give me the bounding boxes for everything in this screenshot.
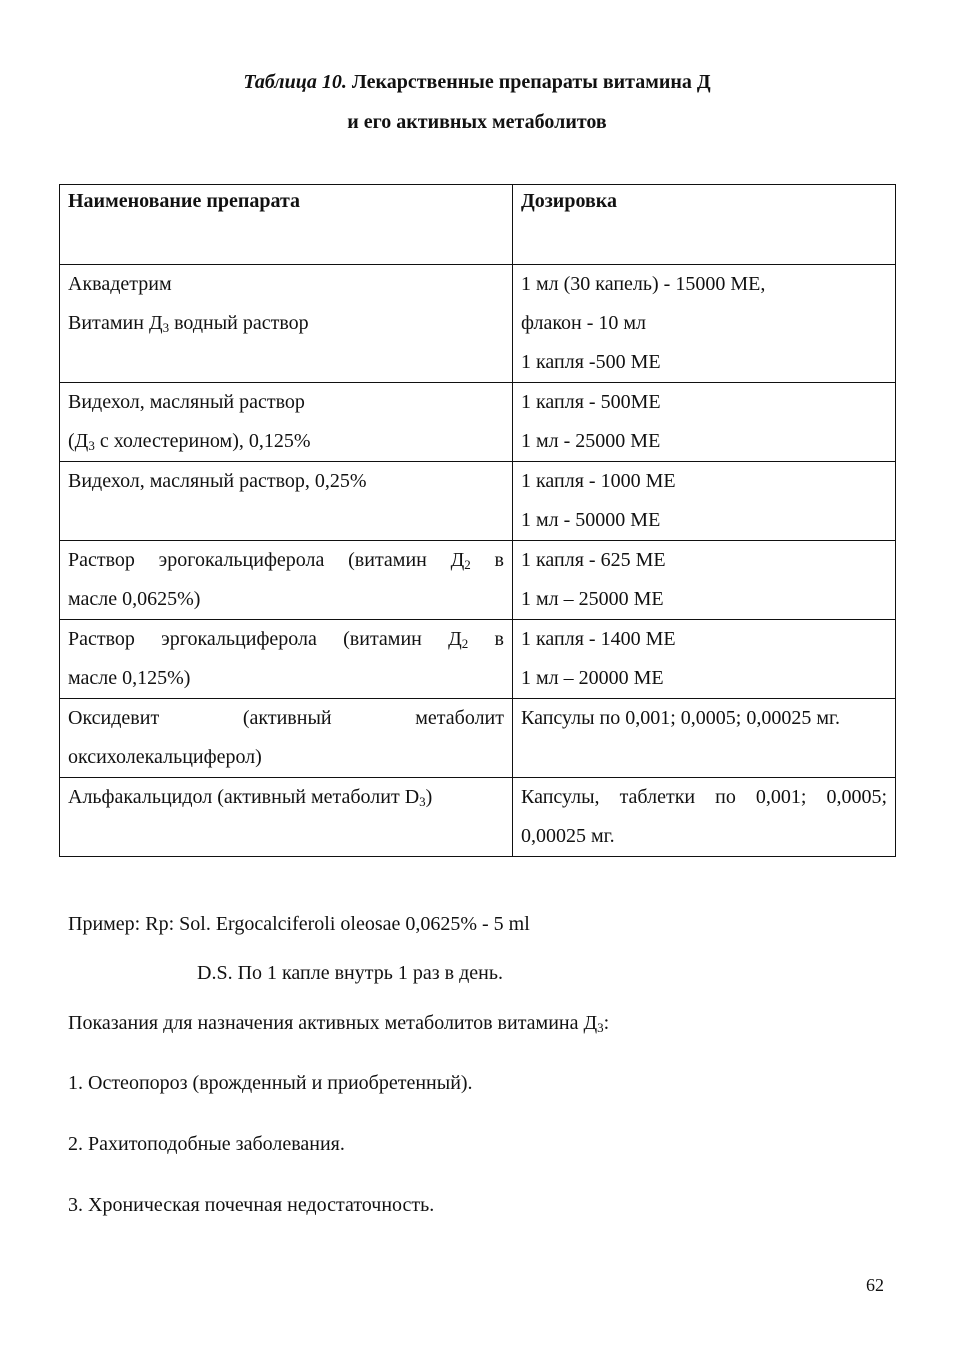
- cell-text: 0,00025 мг.: [521, 825, 615, 847]
- list-item: 1. Остеопороз (врожденный и приобретенный).: [68, 1072, 473, 1094]
- cell-text: 1 мл – 25000 МЕ: [521, 588, 664, 610]
- cell-text: Видехол, масляный раствор: [68, 391, 305, 413]
- header-name: Наименование препарата: [60, 185, 513, 265]
- table-header-row: [60, 185, 896, 265]
- list-item: 2. Рахитоподобные заболевания.: [68, 1133, 345, 1155]
- cell-text: флакон - 10 мл: [521, 312, 647, 334]
- cell-text: Оксидевит (активный метаболит: [68, 707, 504, 729]
- cell-dose: [513, 620, 896, 699]
- cell-text: 1 капля - 1000 МЕ: [521, 470, 676, 492]
- cell-text: Видехол, масляный раствор, 0,25%: [68, 470, 367, 492]
- cell-text: Альфакальцидол (активный метаболит $D_3$): [68, 786, 433, 809]
- cell-text: Раствор эргокальциферола (витамин $Д_2$ в: [68, 628, 504, 651]
- cell-name: [60, 620, 513, 699]
- cell-text: 1 капля - 500МЕ: [521, 391, 661, 413]
- indications-intro: Показания для назначения активных метаболитов витамина $Д_3$:: [68, 1012, 610, 1035]
- cell-name: [60, 383, 513, 462]
- cell-dose: [513, 462, 896, 541]
- header-dose: Дозировка: [513, 185, 896, 265]
- cell-text: 1 мл - 25000 МЕ: [521, 430, 661, 452]
- cell-text: 1 мл – 20000 МЕ: [521, 667, 664, 689]
- cell-name: [60, 541, 513, 620]
- cell-text: 1 мл (30 капель) - 15000 МЕ,: [521, 273, 766, 295]
- cell-text: 1 капля - 1400 МЕ: [521, 628, 676, 650]
- cell-dose: [513, 383, 896, 462]
- cell-text: 1 капля -500 МЕ: [521, 351, 661, 373]
- list-item: 3. Хроническая почечная недостаточность.: [68, 1194, 435, 1216]
- cell-dose: [513, 699, 896, 778]
- cell-text: ($Д_3$ с холестерином), 0,125%: [68, 430, 311, 453]
- table-row: [60, 541, 896, 620]
- cell-text: Раствор эрогокальциферола (витамин $Д_2$ в: [68, 549, 504, 572]
- cell-name: [60, 699, 513, 778]
- table-caption-line2: и его активных метаболитов: [347, 111, 607, 133]
- cell-dose: [513, 778, 896, 857]
- cell-text: Аквадетрим: [68, 273, 172, 295]
- table-caption-title-line1: Лекарственные препараты витамина Д: [351, 71, 711, 93]
- prescription-signature: D.S. По 1 капле внутрь 1 раз в день.: [197, 962, 503, 984]
- table-row: [60, 620, 896, 699]
- table-row: [60, 778, 896, 857]
- table-caption-label: Таблица 10.: [243, 71, 347, 93]
- page-number: 62: [866, 1275, 884, 1295]
- cell-dose: [513, 265, 896, 383]
- cell-text: масле 0,125%): [68, 667, 191, 689]
- cell-text: Капсулы по 0,001; 0,0005; 0,00025 мг.: [521, 707, 840, 729]
- cell-text: масле 0,0625%): [68, 588, 201, 610]
- table-row: [60, 699, 896, 778]
- cell-text: 1 мл - 50000 МЕ: [521, 509, 661, 531]
- cell-text: Капсулы, таблетки по 0,001; 0,0005;: [521, 786, 887, 808]
- cell-text: оксихолекальциферол): [68, 746, 262, 768]
- cell-name: [60, 265, 513, 383]
- table-row: [60, 462, 896, 541]
- cell-text: Витамин $Д_3$ водный раствор: [68, 312, 309, 335]
- table-row: [60, 383, 896, 462]
- cell-dose: [513, 541, 896, 620]
- prescription-example: Пример: Rp: Sol. Ergocalciferoli oleosae 0,0625% - 5 ml: [68, 913, 530, 935]
- cell-name: [60, 778, 513, 857]
- cell-name: [60, 462, 513, 541]
- table-caption: [0, 70, 954, 94]
- cell-text: 1 капля - 625 МЕ: [521, 549, 666, 571]
- vitamin-d-table: [59, 184, 896, 857]
- table-row: [60, 265, 896, 383]
